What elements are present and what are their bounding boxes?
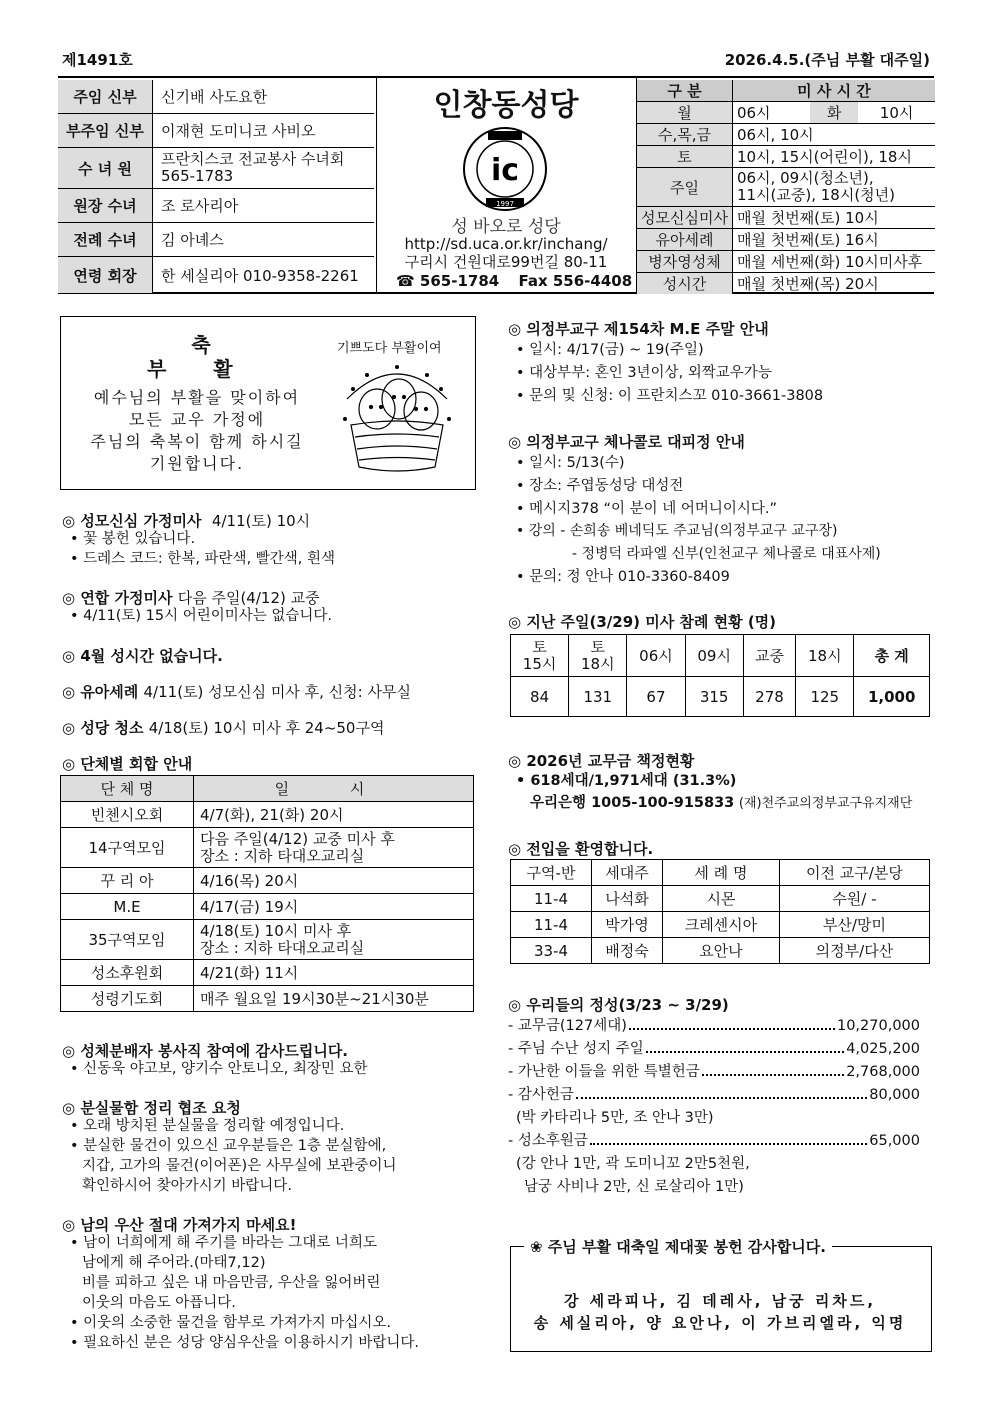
att-value: 131 xyxy=(569,677,627,717)
church-patron: 성 바오로 성당 xyxy=(451,217,561,237)
mover-zone: 33-4 xyxy=(511,938,592,964)
group-name: 꾸 리 아 xyxy=(61,868,194,894)
staff-table xyxy=(58,80,374,293)
bullet-icon: ◎ xyxy=(508,433,527,451)
att-header: 토 18시 xyxy=(569,635,627,677)
easter-line: 주님의 축복이 함께 하시길 xyxy=(90,432,304,451)
staff-label: 원장 수녀 xyxy=(58,189,153,223)
group-when: 4/18(토) 10시 미사 후 장소 : 지하 타대오교리실 xyxy=(194,920,474,960)
offering-row: - 가난한 이들을 위한 특별헌금 2,768,000 xyxy=(508,1064,920,1080)
section-title: ◎ 연합 가정미사 다음 주일(4/12) 교중 xyxy=(62,589,320,607)
att-header: 18시 xyxy=(796,635,854,677)
list-item: • 필요하신 분은 성당 양심우산을 이용하시기 바랍니다. xyxy=(70,1335,419,1351)
issue-number: 제1491호 xyxy=(62,51,133,69)
offering-row: - 감사헌금 80,000 xyxy=(508,1087,920,1103)
offering-row: - 성소후원금 65,000 xyxy=(508,1133,920,1149)
easter-line: 예수님의 부활을 맞이하여 xyxy=(93,388,301,407)
bullet-icon: ◎ xyxy=(508,752,527,770)
staff-label: 수 녀 원 xyxy=(58,148,153,189)
list-item: • 일시: 5/13(수) xyxy=(516,455,625,471)
mass-value: 06시, 09시(청소년), 11시(교중), 18시(청년) xyxy=(732,168,935,207)
church-phone-row xyxy=(396,271,632,291)
bullet-icon: ◎ xyxy=(508,613,527,631)
phone-icon: ☎ xyxy=(396,272,415,290)
offering-note: (박 카타리나 5만, 조 안나 3만) xyxy=(516,1110,714,1126)
att-value: 278 xyxy=(743,677,795,717)
easter-box xyxy=(60,316,476,490)
mass-value: 06시 xyxy=(732,102,810,124)
mass-label: 토 xyxy=(637,146,732,168)
mass-value: 매월 세번째(화) 10시미사후 xyxy=(732,251,935,273)
list-item: • 신동욱 야고보, 양기수 안토니오, 최장민 요한 xyxy=(70,1061,368,1077)
section-title: ◎ 성모신심 가정미사 4/11(토) 10시 xyxy=(62,512,311,530)
section-title: ◎ 4월 성시간 없습니다. xyxy=(62,647,223,665)
section-title: ◎ 2026년 교무금 책정현황 xyxy=(508,752,695,770)
easter-line: 기원합니다. xyxy=(149,454,245,473)
mass-label: 유아세례 xyxy=(637,229,732,251)
staff-label: 연령 회장 xyxy=(58,257,153,294)
group-name: 빈첸시오회 xyxy=(61,802,194,828)
church-address: 구리시 건원대로99번길 80-11 xyxy=(404,253,608,271)
mover-baptism: 크레센시아 xyxy=(663,912,780,938)
svg-text:1997: 1997 xyxy=(496,200,514,208)
bullet-icon: ◎ xyxy=(62,1216,81,1234)
bullet-icon: ◎ xyxy=(62,512,81,530)
list-item-cont: 지갑, 고가의 물건(이어폰)은 사무실에 보관중이니 xyxy=(82,1158,397,1174)
mover-baptism: 요안나 xyxy=(663,938,780,964)
mover-zone: 11-4 xyxy=(511,912,592,938)
flower-icon: ❀ xyxy=(530,1238,548,1256)
easter-caption: 기쁘도다 부활이여 xyxy=(337,341,442,356)
group-name: 성소후원회 xyxy=(61,960,194,986)
mover-baptism: 시몬 xyxy=(663,886,780,912)
bullet-icon: ◎ xyxy=(62,683,81,701)
att-header: 총 계 xyxy=(854,635,930,677)
att-value: 67 xyxy=(627,677,685,717)
group-when: 4/21(화) 11시 xyxy=(194,960,474,986)
thanks-title: ❀ 주님 부활 대축일 제대꽃 봉헌 감사합니다. xyxy=(524,1236,832,1257)
phone: 565-1784 xyxy=(419,272,500,290)
section-title: ◎ 남의 우산 절대 가져가지 마세요! xyxy=(62,1216,297,1234)
mover-name: 배정숙 xyxy=(592,938,663,964)
list-item: • 문의 및 신청: 이 프란치스꼬 010-3661-3808 xyxy=(516,388,824,404)
list-item-cont: 확인하시어 찾아가시기 바랍니다. xyxy=(82,1178,292,1194)
att-value: 315 xyxy=(685,677,743,717)
offering-row: - 주님 수난 성지 주일 4,025,200 xyxy=(508,1041,920,1057)
offering-note: 남궁 사비나 2만, 신 로살리아 1만) xyxy=(524,1179,744,1195)
section-title: ◎ 전입을 환영합니다. xyxy=(508,840,654,858)
list-item-cont: 이웃의 마음도 아픕니다. xyxy=(82,1295,236,1311)
staff-label: 전례 수녀 xyxy=(58,223,153,257)
mass-value: 10시 xyxy=(858,102,935,124)
section-title: ◎ 우리들의 정성(3/23 ~ 3/29) xyxy=(508,996,729,1014)
att-header: 09시 xyxy=(685,635,743,677)
bullet-icon: ◎ xyxy=(62,1099,81,1117)
att-value: 84 xyxy=(511,677,569,717)
staff-value: 한 세실리아 010-9358-2261 xyxy=(161,266,359,285)
section-title: ◎ 유아세례 4/11(토) 성모신심 미사 후, 신청: 사무실 xyxy=(62,683,411,701)
table-header: 세 례 명 xyxy=(663,860,780,886)
table-header: 단 체 명 xyxy=(61,776,194,802)
att-header: 교중 xyxy=(743,635,795,677)
staff-value: 이재현 도미니코 사비오 xyxy=(153,114,375,148)
egg-basket-illustration xyxy=(337,359,457,479)
staff-label: 부주임 신부 xyxy=(58,114,153,148)
list-item: • 일시: 4/17(금) ~ 19(주일) xyxy=(516,342,704,358)
bullet-icon: ◎ xyxy=(62,755,81,773)
att-header: 토 15시 xyxy=(511,635,569,677)
group-when: 다음 주일(4/12) 교중 미사 후 장소 : 지하 타대오교리실 xyxy=(194,828,474,868)
mass-head: 미 사 시 간 xyxy=(732,80,935,102)
staff-value: 조 로사리아 xyxy=(153,189,375,223)
thanks-line: 송 세실리아, 양 요안나, 이 가브리엘라, 익명 xyxy=(533,1314,907,1332)
mass-label: 성모신심미사 xyxy=(637,207,732,229)
mass-label: 병자영성체 xyxy=(637,251,732,273)
list-item-cont: 비를 피하고 싶은 내 마음만큼, 우산을 잃어버린 xyxy=(82,1275,381,1291)
mover-prev: 의정부/다산 xyxy=(779,938,929,964)
fax: Fax 556-4408 xyxy=(518,272,633,290)
mass-value: 10시, 15시(어린이), 18시 xyxy=(732,146,935,168)
table-header: 이전 교구/본당 xyxy=(779,860,929,886)
mass-label: 화 xyxy=(810,102,858,124)
section-title: ◎ 단체별 회합 안내 xyxy=(62,755,193,773)
section-title: ◎ 의정부교구 체나콜로 대피정 안내 xyxy=(508,433,745,451)
group-when: 매주 월요일 19시30분~21시30분 xyxy=(194,986,474,1012)
bullet-icon: ◎ xyxy=(62,589,81,607)
table-header: 일 시 xyxy=(194,776,474,802)
bullet-icon: ◎ xyxy=(508,996,527,1014)
staff-value: 신기배 사도요한 xyxy=(153,80,375,114)
mass-value: 매월 첫번째(토) 10시 xyxy=(732,207,935,229)
bullet-icon: ◎ xyxy=(62,1042,81,1060)
list-item: • 이웃의 소중한 물건을 함부로 가져가지 마십시오. xyxy=(70,1315,391,1331)
group-name: 35구역모임 xyxy=(61,920,194,960)
list-item: • 분실한 물건이 있으신 교우분들은 1층 분실함에, xyxy=(70,1138,387,1154)
list-item: • 대상부부: 혼인 3년이상, 외짝교우가능 xyxy=(516,365,772,381)
bullet-icon: ◎ xyxy=(508,320,527,338)
section-title: ◎ 성체분배자 봉사직 참여에 감사드립니다. xyxy=(62,1042,349,1060)
offering-list xyxy=(508,1016,920,1197)
easter-line: 모든 교우 가정에 xyxy=(128,410,266,429)
mover-name: 나석화 xyxy=(592,886,663,912)
offering-note: (강 안나 1만, 곽 도미니꼬 2만5천원, xyxy=(516,1156,750,1172)
mass-head: 구 분 xyxy=(637,80,732,102)
list-item: • 오래 방치된 분실물을 정리할 예정입니다. xyxy=(70,1118,345,1134)
bullet-icon: ◎ xyxy=(508,840,527,858)
list-item: • 문의: 정 안나 010-3360-8409 xyxy=(516,569,730,585)
mover-prev: 부산/망미 xyxy=(779,912,929,938)
bullet-icon: ◎ xyxy=(62,719,81,737)
mover-zone: 11-4 xyxy=(511,886,592,912)
mass-value: 매월 첫번째(토) 16시 xyxy=(732,229,935,251)
section-title: ◎ 의정부교구 제154차 M.E 주말 안내 xyxy=(508,320,769,338)
newcomer-table xyxy=(510,859,930,964)
easter-title: 축 xyxy=(191,333,211,357)
list-item: • 4/11(토) 15시 어린이미사는 없습니다. xyxy=(70,608,333,624)
mass-value: 06시, 10시 xyxy=(732,124,935,146)
list-item: • 드레스 코드: 한복, 파란색, 빨간색, 흰색 xyxy=(70,551,336,567)
logo-initials: ic xyxy=(490,153,520,188)
section-title: ◎ 분실물함 정리 협조 요청 xyxy=(62,1099,241,1117)
church-logo xyxy=(462,126,548,212)
mass-label: 성시간 xyxy=(637,273,732,295)
mover-name: 박가영 xyxy=(592,912,663,938)
church-url[interactable]: http://sd.uca.or.kr/inchang/ xyxy=(404,235,608,253)
list-item: • 꽃 봉헌 있습니다. xyxy=(70,531,196,547)
section-title: ◎ 지난 주일(3/29) 미사 참례 현황 (명) xyxy=(508,613,777,631)
group-name: M.E xyxy=(61,894,194,920)
mass-table xyxy=(637,80,935,294)
bullet-icon: ◎ xyxy=(62,647,81,665)
list-item-cont: 남에게 해 주어라.(마태7,12) xyxy=(82,1255,266,1271)
offering-row: - 교무금(127세대) 10,270,000 xyxy=(508,1018,920,1034)
list-item: • 강의 - 손희송 베네딕도 주교님(의정부교구 교구장) xyxy=(516,523,838,539)
staff-label: 주임 신부 xyxy=(58,80,153,114)
group-name: 14구역모임 xyxy=(61,828,194,868)
church-name: 인창동성당 xyxy=(433,88,579,123)
group-when: 4/7(화), 21(화) 20시 xyxy=(194,802,474,828)
mass-label: 월 xyxy=(637,102,732,124)
group-meeting-table xyxy=(60,775,474,1012)
att-value: 125 xyxy=(796,677,854,717)
issue-date: 2026.4.5.(주님 부활 대주일) xyxy=(724,51,930,69)
attendance-table xyxy=(510,634,930,717)
att-header: 06시 xyxy=(627,635,685,677)
staff-value: 프란치스코 전교봉사 수녀회 565-1783 xyxy=(153,148,375,189)
att-value: 1,000 xyxy=(854,677,930,717)
divider xyxy=(376,78,377,292)
list-item: • 메시지378 “이 분이 네 어머니이시다.” xyxy=(516,501,778,517)
staff-value: 김 아녜스 xyxy=(153,223,375,257)
mover-prev: 수원/ - xyxy=(779,886,929,912)
mass-label: 수,목,금 xyxy=(637,124,732,146)
mass-label: 주일 xyxy=(637,168,732,207)
list-item: • 남이 너희에게 해 주기를 바라는 그대로 너희도 xyxy=(70,1235,377,1251)
list-item-cont: - 정병덕 라파엘 신부(인천교구 체나콜로 대표사제) xyxy=(572,546,881,562)
mass-value: 매월 첫번째(목) 20시 xyxy=(736,275,879,293)
list-item: • 618세대/1,971세대 (31.3%) xyxy=(516,773,737,789)
group-name: 성령기도회 xyxy=(61,986,194,1012)
table-header: 구역-반 xyxy=(511,860,592,886)
group-when: 4/16(목) 20시 xyxy=(194,868,474,894)
easter-subtitle: 부 활 xyxy=(147,357,253,381)
thanks-line: 강 세라피나, 김 데레사, 남궁 리차드, xyxy=(563,1292,877,1310)
bank-info: 우리은행 1005-100-915833 (재)천주교의정부교구유지재단 xyxy=(530,795,913,811)
group-when: 4/17(금) 19시 xyxy=(194,894,474,920)
list-item: • 장소: 주엽동성당 대성전 xyxy=(516,478,684,494)
header-rule-top xyxy=(58,76,934,78)
table-header: 세대주 xyxy=(592,860,663,886)
section-title: ◎ 성당 청소 4/18(토) 10시 미사 후 24~50구역 xyxy=(62,719,385,737)
